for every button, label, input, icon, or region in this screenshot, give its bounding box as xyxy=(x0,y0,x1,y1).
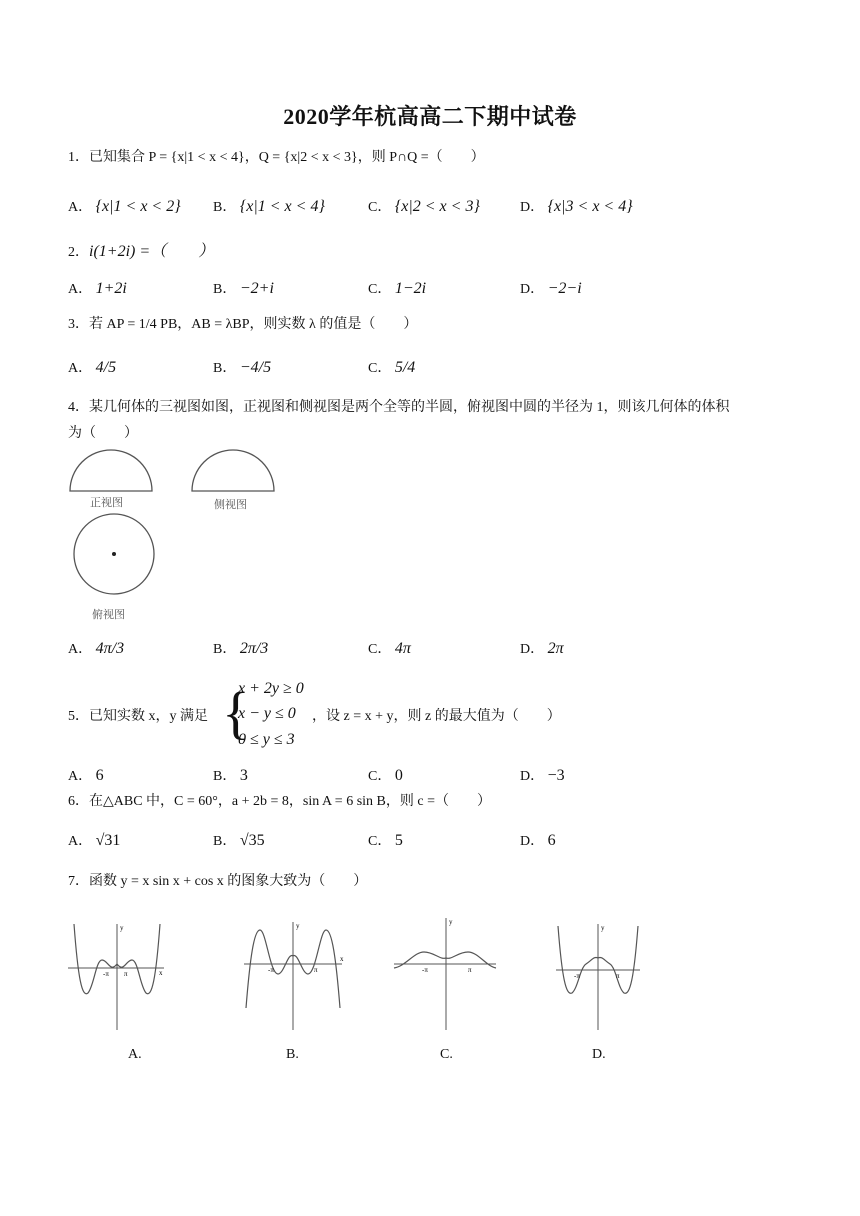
q3-option-c: C． 5/4 xyxy=(368,359,416,376)
question-7-text: 函数 y = x sin x + cos x 的图象大致为（ ） xyxy=(89,874,368,889)
graph-c-letter: C. xyxy=(440,1047,453,1062)
q4-option-d: D． 2π xyxy=(520,640,564,657)
q4-option-c: C． 4π xyxy=(368,640,411,657)
q3-option-b: B． −4/5 xyxy=(213,359,272,376)
pi-label: π xyxy=(616,972,620,980)
q3-option-a: A． 4/5 xyxy=(68,359,117,376)
side-view-semicircle xyxy=(192,450,274,491)
system-brace: { xyxy=(222,680,250,745)
question-6-text: 在△ABC 中，C = 60°，a + 2b = 8，sin A = 6 sin B，则 c =（ ） xyxy=(89,794,491,809)
q1-option-d: D． {x|3 < x < 4} xyxy=(520,198,633,215)
q6-option-c: C． 5 xyxy=(368,832,403,849)
q5-option-b: B． 3 xyxy=(213,767,248,784)
question-6: 6．在△ABC 中，C = 60°，a + 2b = 8，sin A = 6 sin B，则 c =（ ） xyxy=(68,794,491,809)
question-7: 7．函数 y = x sin x + cos x 的图象大致为（ ） xyxy=(68,874,368,889)
pi-label: π xyxy=(314,966,318,974)
question-3-text: 若 AP = 1/4 PB，AB = λBP，则实数 λ 的值是（ ） xyxy=(89,317,418,332)
front-view-label: 正视图 xyxy=(90,496,123,509)
q2-option-d: D． −2−i xyxy=(520,280,582,297)
top-view-circle xyxy=(74,514,154,594)
q6-option-a: A． √31 xyxy=(68,832,121,849)
x-label: x xyxy=(340,955,344,963)
question-number: 1． xyxy=(68,150,89,165)
graph-b-letter: B. xyxy=(286,1047,299,1062)
q1-option-c: C． {x|2 < x < 3} xyxy=(368,198,480,215)
q2-option-b: B． −2+i xyxy=(213,280,274,297)
q5-option-a: A． 6 xyxy=(68,767,104,784)
page-title: 2020学年杭高高二下期中试卷 xyxy=(283,104,577,129)
q1-option-a: A． {x|1 < x < 2} xyxy=(68,198,181,215)
graph-a xyxy=(68,918,168,1030)
graph-c xyxy=(392,914,502,1030)
q6-option-b: B． √35 xyxy=(213,832,265,849)
curve xyxy=(394,952,496,968)
y-label: y xyxy=(601,924,605,932)
condition-1: x + 2y ≥ 0 xyxy=(238,680,304,697)
y-label: y xyxy=(296,922,300,930)
q5-option-c: C． 0 xyxy=(368,767,403,784)
q5-option-d: D． −3 xyxy=(520,767,565,784)
y-label: y xyxy=(449,918,453,926)
question-5: 5．已知实数 x，y 满足 xyxy=(68,709,208,724)
q2-option-c: C． 1−2i xyxy=(368,280,427,297)
question-2-text: i(1+2i) =（ ） xyxy=(89,243,215,260)
y-label: y xyxy=(120,924,124,932)
condition-2: x − y ≤ 0 xyxy=(238,705,296,722)
neg-pi-label: -π xyxy=(574,972,580,980)
q1-option-b: B． {x|1 < x < 4} xyxy=(213,198,325,215)
graph-b xyxy=(240,918,350,1030)
question-5-text-pre: 已知实数 x，y 满足 xyxy=(89,709,208,724)
question-4: 4．某几何体的三视图如图，正视图和侧视图是两个全等的半圆，俯视图中圆的半径为 1，则该几何体的体积 xyxy=(68,400,730,415)
q2-option-a: A． 1+2i xyxy=(68,280,127,297)
question-2: 2．i(1+2i) =（ ） xyxy=(68,243,215,260)
front-view-semicircle xyxy=(70,450,152,491)
q6-option-d: D． 6 xyxy=(520,832,556,849)
neg-pi-label: -π xyxy=(268,966,274,974)
graph-d xyxy=(552,918,648,1030)
question-5-text-post: ，设 z = x + y，则 z 的最大值为（ ） xyxy=(312,709,561,724)
q4-option-a: A． 4π/3 xyxy=(68,640,125,657)
top-view-label: 俯视图 xyxy=(92,608,125,621)
side-view-label: 侧视图 xyxy=(214,498,247,511)
question-4-line-1: 某几何体的三视图如图，正视图和侧视图是两个全等的半圆，俯视图中圆的半径为 1，则该几何体的体积 xyxy=(89,400,730,415)
question-1 xyxy=(68,147,485,169)
graph-d-letter: D. xyxy=(592,1047,606,1062)
x-label: x xyxy=(159,969,163,977)
condition-3: 0 ≤ y ≤ 3 xyxy=(238,731,295,748)
neg-pi-label: -π xyxy=(422,966,428,974)
center-dot xyxy=(112,552,116,556)
question-3: 3．若 AP = 1/4 PB，AB = λBP，则实数 λ 的值是（ ） xyxy=(68,317,418,332)
question-1-text: 已知集合 P = {x|1 < x < 4}，Q = {x|2 < x < 3}，则 P∩Q =（ ） xyxy=(89,150,485,165)
pi-label: π xyxy=(124,970,128,978)
neg-pi-label: -π xyxy=(103,970,109,978)
q4-option-b: B． 2π/3 xyxy=(213,640,269,657)
graph-a-letter: A. xyxy=(128,1047,142,1062)
question-4-line-2: 为（ ） xyxy=(68,426,138,441)
pi-label: π xyxy=(468,966,472,974)
three-view-diagram xyxy=(66,446,286,626)
